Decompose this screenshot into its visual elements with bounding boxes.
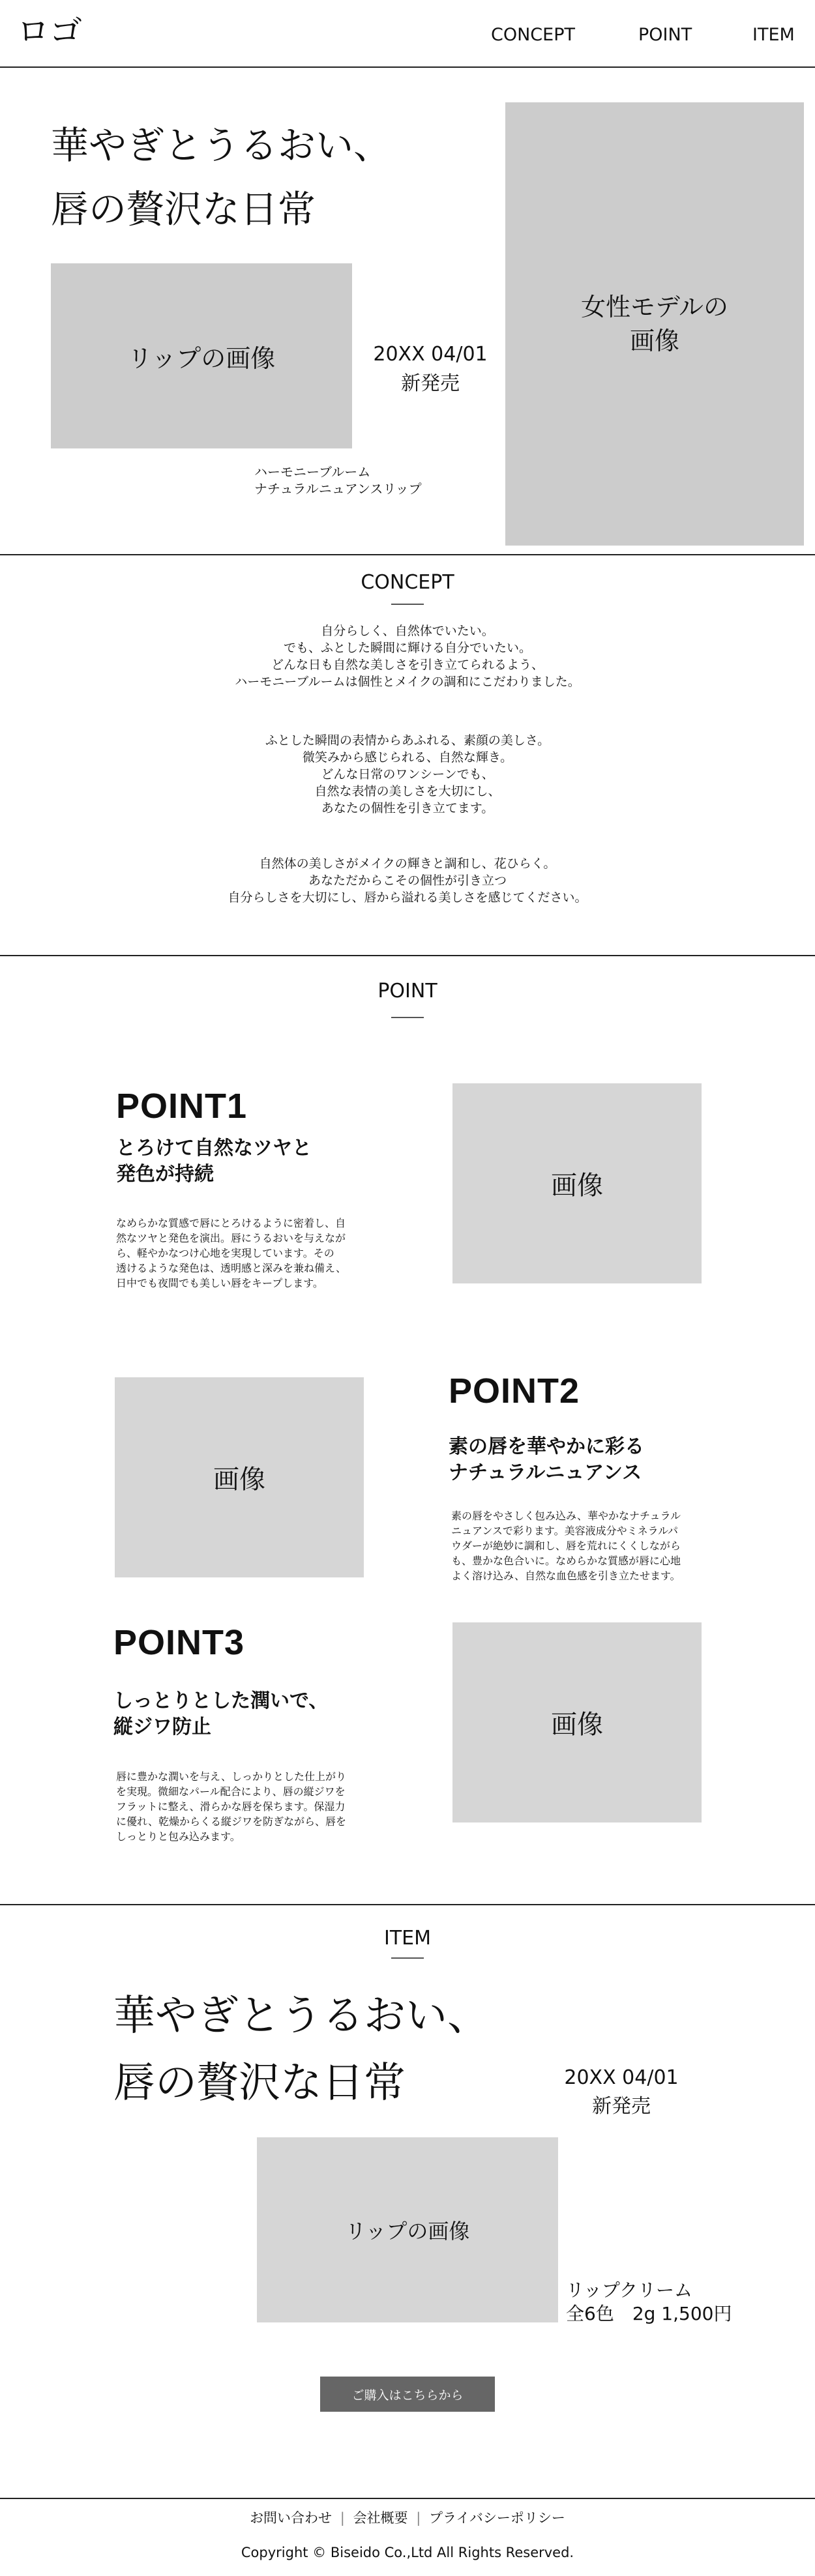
concept-title-underline <box>391 604 424 605</box>
point1-subtitle: とろけて自然なツヤと 発色が持続 <box>116 1137 312 1186</box>
point3-image-label: 画像 <box>551 1710 603 1740</box>
item-headline-line1: 華やぎとうるおい、 <box>113 1992 489 2040</box>
item-title: ITEM <box>383 1927 431 1950</box>
hero-model-image-label: 女性モデルの 画像 <box>580 293 729 355</box>
nav-point[interactable]: POINT <box>638 25 692 45</box>
item-title-underline <box>391 1957 424 1959</box>
footer-link-privacy[interactable]: プライバシーポリシー <box>428 2510 565 2526</box>
item-release-date: 20XX 04/01 <box>564 2066 679 2089</box>
concept-paragraph-2: ふとした瞬間の表情からあふれる、素顔の美しさ。 微笑みから感じられる、自然な輝き。 どんな日常のワンシーンでも、 自然な表情の美しさを大切にし、 あなたの個性を引き立てます。 <box>265 733 550 815</box>
footer-link-separator: | <box>340 2510 345 2526</box>
point-title: POINT <box>378 980 437 1003</box>
hero-lip-image-label: リップの画像 <box>127 344 276 373</box>
item-release-label: 新発売 <box>592 2095 651 2118</box>
item-lip-image <box>257 2137 558 2322</box>
hero-lip-image <box>51 263 352 448</box>
point2-image <box>115 1377 364 1577</box>
hero-divider <box>0 554 815 555</box>
point1-image-label: 画像 <box>551 1171 603 1201</box>
point1-body: なめらかな質感で唇にとろけるように密着し、自 然なツヤと発色を演出。唇にうるおいを与えなが ら、軽やかなつけ心地を実現しています。その 透けるような発色は、透明感と深みを兼ね備え、 日中でも夜間でも美しい唇をキープします。 <box>116 1217 346 1289</box>
hero-product-line1: ハーモニーブルーム <box>254 464 371 480</box>
logo[interactable]: ロゴ <box>17 12 82 50</box>
hero-headline-line1: 華やぎとうるおい、 <box>51 123 392 168</box>
hero-release-date: 20XX 04/01 <box>373 343 488 366</box>
item-headline-line2: 唇の贅沢な日常 <box>113 2059 406 2107</box>
footer-copyright: Copyright © Biseido Co.,Ltd All Rights Reserved. <box>241 2545 574 2560</box>
item-divider <box>0 2498 815 2499</box>
point2-image-label: 画像 <box>213 1465 265 1495</box>
point3-body: 唇に豊かな潤いを与え、しっかりとした仕上がり を実現。微細なパール配合により、唇の縦ジワを フラットに整え、滑らかな唇を保ちます。保湿力 に優れ、乾燥からくる縦ジワを防ぎながら、唇を しっとりと包み込みます。 <box>116 1770 346 1843</box>
point3-image <box>452 1622 702 1822</box>
concept-divider <box>0 955 815 956</box>
point2-title: POINT2 <box>449 1371 580 1411</box>
footer-link-separator: | <box>416 2510 421 2526</box>
item-product-name: リップクリーム <box>566 2279 693 2301</box>
footer-links <box>0 2508 815 2527</box>
point1-image <box>452 1083 702 1283</box>
point2-body: 素の唇をやさしく包み込み、華やかなナチュラル ニュアンスで彩ります。美容液成分やミネラルパ ウダーが絶妙に調和し、唇を荒れにくくしながら も、豊かな色合いに。なめらかな質感が唇に心地 よく溶け込み、自然な血色感を引き立たせます。 <box>451 1510 681 1582</box>
point2-subtitle: 素の唇を華やかに彩る ナチュラルニュアンス <box>449 1435 644 1484</box>
footer-link-contact[interactable]: お問い合わせ <box>250 2510 333 2526</box>
concept-paragraph-1: 自分らしく、自然体でいたい。 でも、ふとした瞬間に輝ける自分でいたい。 どんな日も自然な美しさを引き立てられるよう、 ハーモニーブルームは個性とメイクの調和にこだわりました。 <box>235 624 580 689</box>
hero-headline-line2: 唇の贅沢な日常 <box>51 187 316 231</box>
footer-link-company[interactable]: 会社概要 <box>353 2510 408 2526</box>
point3-title: POINT3 <box>113 1623 245 1662</box>
point3-subtitle: しっとりとした潤いで、 縦ジワ防止 <box>113 1690 329 1738</box>
item-product-spec: 全6色 2g 1,500円 <box>566 2303 732 2324</box>
point-title-underline <box>391 1017 424 1018</box>
hero-product-line2: ナチュラルニュアンスリップ <box>254 481 422 497</box>
hero-model-image <box>505 102 804 546</box>
nav-concept[interactable]: CONCEPT <box>491 25 575 45</box>
nav-item[interactable]: ITEM <box>752 25 795 45</box>
header-divider <box>0 66 815 68</box>
hero-release-label: 新発売 <box>401 372 460 395</box>
point-divider <box>0 1904 815 1905</box>
point1-title: POINT1 <box>116 1087 248 1126</box>
concept-title: CONCEPT <box>361 571 454 594</box>
concept-paragraph-3: 自然体の美しさがメイクの輝きと調和し、花ひらく。 あなただからこその個性が引き立つ 自分らしさを大切にし、唇から溢れる美しさを感じてください。 <box>228 856 587 905</box>
buy-button[interactable]: ご購入はこちらから <box>320 2377 495 2412</box>
item-lip-image-label: リップの画像 <box>345 2219 470 2244</box>
